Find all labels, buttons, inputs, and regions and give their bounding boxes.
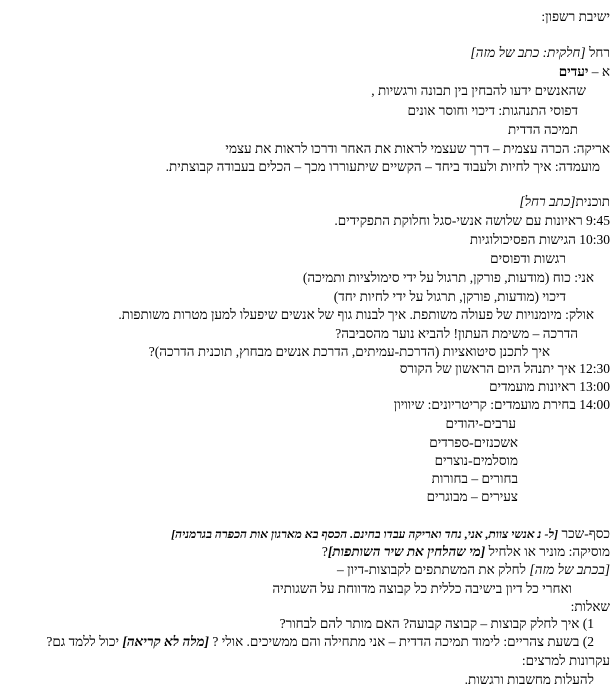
- principle-1-text: להעלות מחשבות ורגשות.: [464, 672, 594, 687]
- handwriting-note: [בכתב של מזה]: [529, 562, 610, 577]
- goal-2-text: דפוסי התנהגות: דיכוי וחוסר אונים: [407, 103, 578, 118]
- section-a-marker: א –: [591, 64, 610, 79]
- schedule-1030-a: [0, 250, 610, 268]
- document-title: [0, 8, 610, 26]
- money-label: כסף-שכר: [561, 526, 610, 541]
- question-1: [0, 615, 610, 633]
- moatmada-line: [0, 158, 610, 176]
- section-a-line: [0, 63, 610, 81]
- schedule-1030-d-text: אולק: מיומנויות של פעולה משותפת. איך לבנות גוף של אנשים שיפעלו למען מטרות משותפות.: [118, 307, 594, 322]
- pair-item-text: ערבים-יהודים: [445, 416, 516, 431]
- plenary-text: ואחרי כל דיון בישיבה כללית כל קבוצה מדווחת על השגותיה: [272, 581, 572, 596]
- schedule-1030-text: 10:30 הגישות הפסיכולוגיות: [469, 232, 610, 247]
- principles-label: עקרונות למרצים:: [521, 653, 610, 668]
- goal-1-text: שהאנשים ידעו להבחין בין תבונה ורגשיות ,: [371, 83, 586, 98]
- schedule-1030-c-text: דיכוי (מודעות, פורקן, תרגול על ידי לחיות יחד): [333, 289, 566, 304]
- pair-item-text: בחורים – בחורות: [431, 471, 518, 486]
- schedule-1030: [0, 231, 610, 249]
- program-header: [0, 193, 610, 211]
- pair-item: [0, 488, 610, 506]
- pair-item: [0, 434, 610, 452]
- pair-item-text: אשכנזים-ספרדים: [429, 435, 518, 450]
- principles-header: [0, 652, 610, 670]
- money-note: [ל- נ אנשי צוות, אני, נחד ואריקה עבדו בחינם. הכסף בא מארגון אות הכפרה בגרמניה]: [171, 527, 559, 541]
- schedule-1030-b-text: אני: כוח (מודעות, פורקן, תרגול על ידי סימולציות ותמיכה): [302, 270, 594, 285]
- goal-3-text: תמיכה הדדית: [507, 122, 578, 137]
- schedule-1230-text: 12:30 איך יתנהל היום הראשון של הקורס: [399, 361, 610, 376]
- schedule-1030-a-text: רגשות ודפוסים: [490, 251, 566, 266]
- handwriting-line: [0, 561, 610, 579]
- goal-line-3: [0, 121, 610, 139]
- schedule-945: [0, 212, 610, 230]
- questions-label: שאלות:: [570, 599, 610, 614]
- schedule-1300-text: 13:00 ראיונות מועמדים: [489, 379, 610, 394]
- ariha-text: אריקה: הכרה עצמית – דרך שעצמי לראות את האחר ודרכו לראות את עצמי: [225, 141, 610, 156]
- ariha-line: [0, 140, 610, 158]
- schedule-1400-text: 14:00 בחירת מועמדים: קריטריונים: שיוויון: [393, 397, 610, 412]
- schedule-1400: [0, 396, 610, 414]
- question-2-note: [מלה לא קריאה]: [122, 634, 210, 649]
- schedule-1030-d: [0, 306, 610, 324]
- question-1-text: 1) איך לחלק קבוצות – קבוצה קבועה? האם מותר להם לבחור?: [279, 616, 594, 631]
- principle-1: [0, 671, 610, 689]
- schedule-1300: [0, 378, 610, 396]
- goal-line-2: [0, 102, 610, 120]
- schedule-945-text: 9:45 ראיונות עם שלושה אנשי-סגל וחלוקת התפקידים.: [334, 213, 610, 228]
- section-a-title: יעדים: [558, 64, 589, 79]
- handwriting-text: לחלק את המשתתפים לקבוצות-דיון –: [337, 562, 526, 577]
- question-2: [0, 633, 610, 651]
- plenary-line: [0, 580, 610, 598]
- schedule-1030-f-text: איך לתכנן סיטואציות (הדרכת-עמיתים, הדרכת אנשים מבחוץ, תוכנית הדרכה)?: [148, 344, 550, 359]
- question-2-start: 2) בשעת צהריים: לימוד תמיכה הדדית – אני מתחילה והם ממשיכים. אולי ?: [212, 634, 594, 649]
- music-prefix: מוסיקה: מוניר או אלחיל: [488, 544, 610, 559]
- pair-item: [0, 415, 610, 433]
- rachel-note: [חלקית: כתב של מזה]: [470, 45, 586, 60]
- rachel-header: [0, 44, 610, 62]
- questions-header: [0, 598, 610, 616]
- pair-item: [0, 452, 610, 470]
- program-note: [כתב רחל]: [519, 194, 576, 209]
- schedule-1030-e-text: הדרכה – משימת העתון! להביא נוער מהסביבה?: [335, 326, 578, 341]
- goal-line-1: [20, 82, 610, 100]
- schedule-1230: [0, 360, 610, 378]
- program-label: תוכנית: [575, 194, 610, 209]
- schedule-1030-c: [0, 288, 610, 306]
- question-2-end: יכול ללמד גם?: [46, 634, 120, 649]
- music-line: [0, 543, 610, 561]
- money-line: [0, 525, 610, 543]
- pair-item-text: צעירים – מבוגרים: [426, 489, 518, 504]
- rachel-label: רחל: [589, 45, 610, 60]
- schedule-1030-e: [0, 325, 610, 343]
- music-note: [מי שהלחין את שיר השותפות]: [327, 544, 486, 559]
- schedule-1030-b: [0, 269, 610, 287]
- moatmada-text: מועמדה: איך לחיות ולעבוד ביחד – הקשיים שיתעוררו מכך – הכלים בעבודה קבוצתית.: [165, 159, 600, 174]
- title-text: ישיבת רשפון:: [541, 9, 610, 24]
- music-suffix: ?: [321, 544, 328, 559]
- pair-item-text: מוסלמים-נוצרים: [434, 453, 518, 468]
- pair-item: [0, 470, 610, 488]
- schedule-1030-f: [0, 343, 610, 361]
